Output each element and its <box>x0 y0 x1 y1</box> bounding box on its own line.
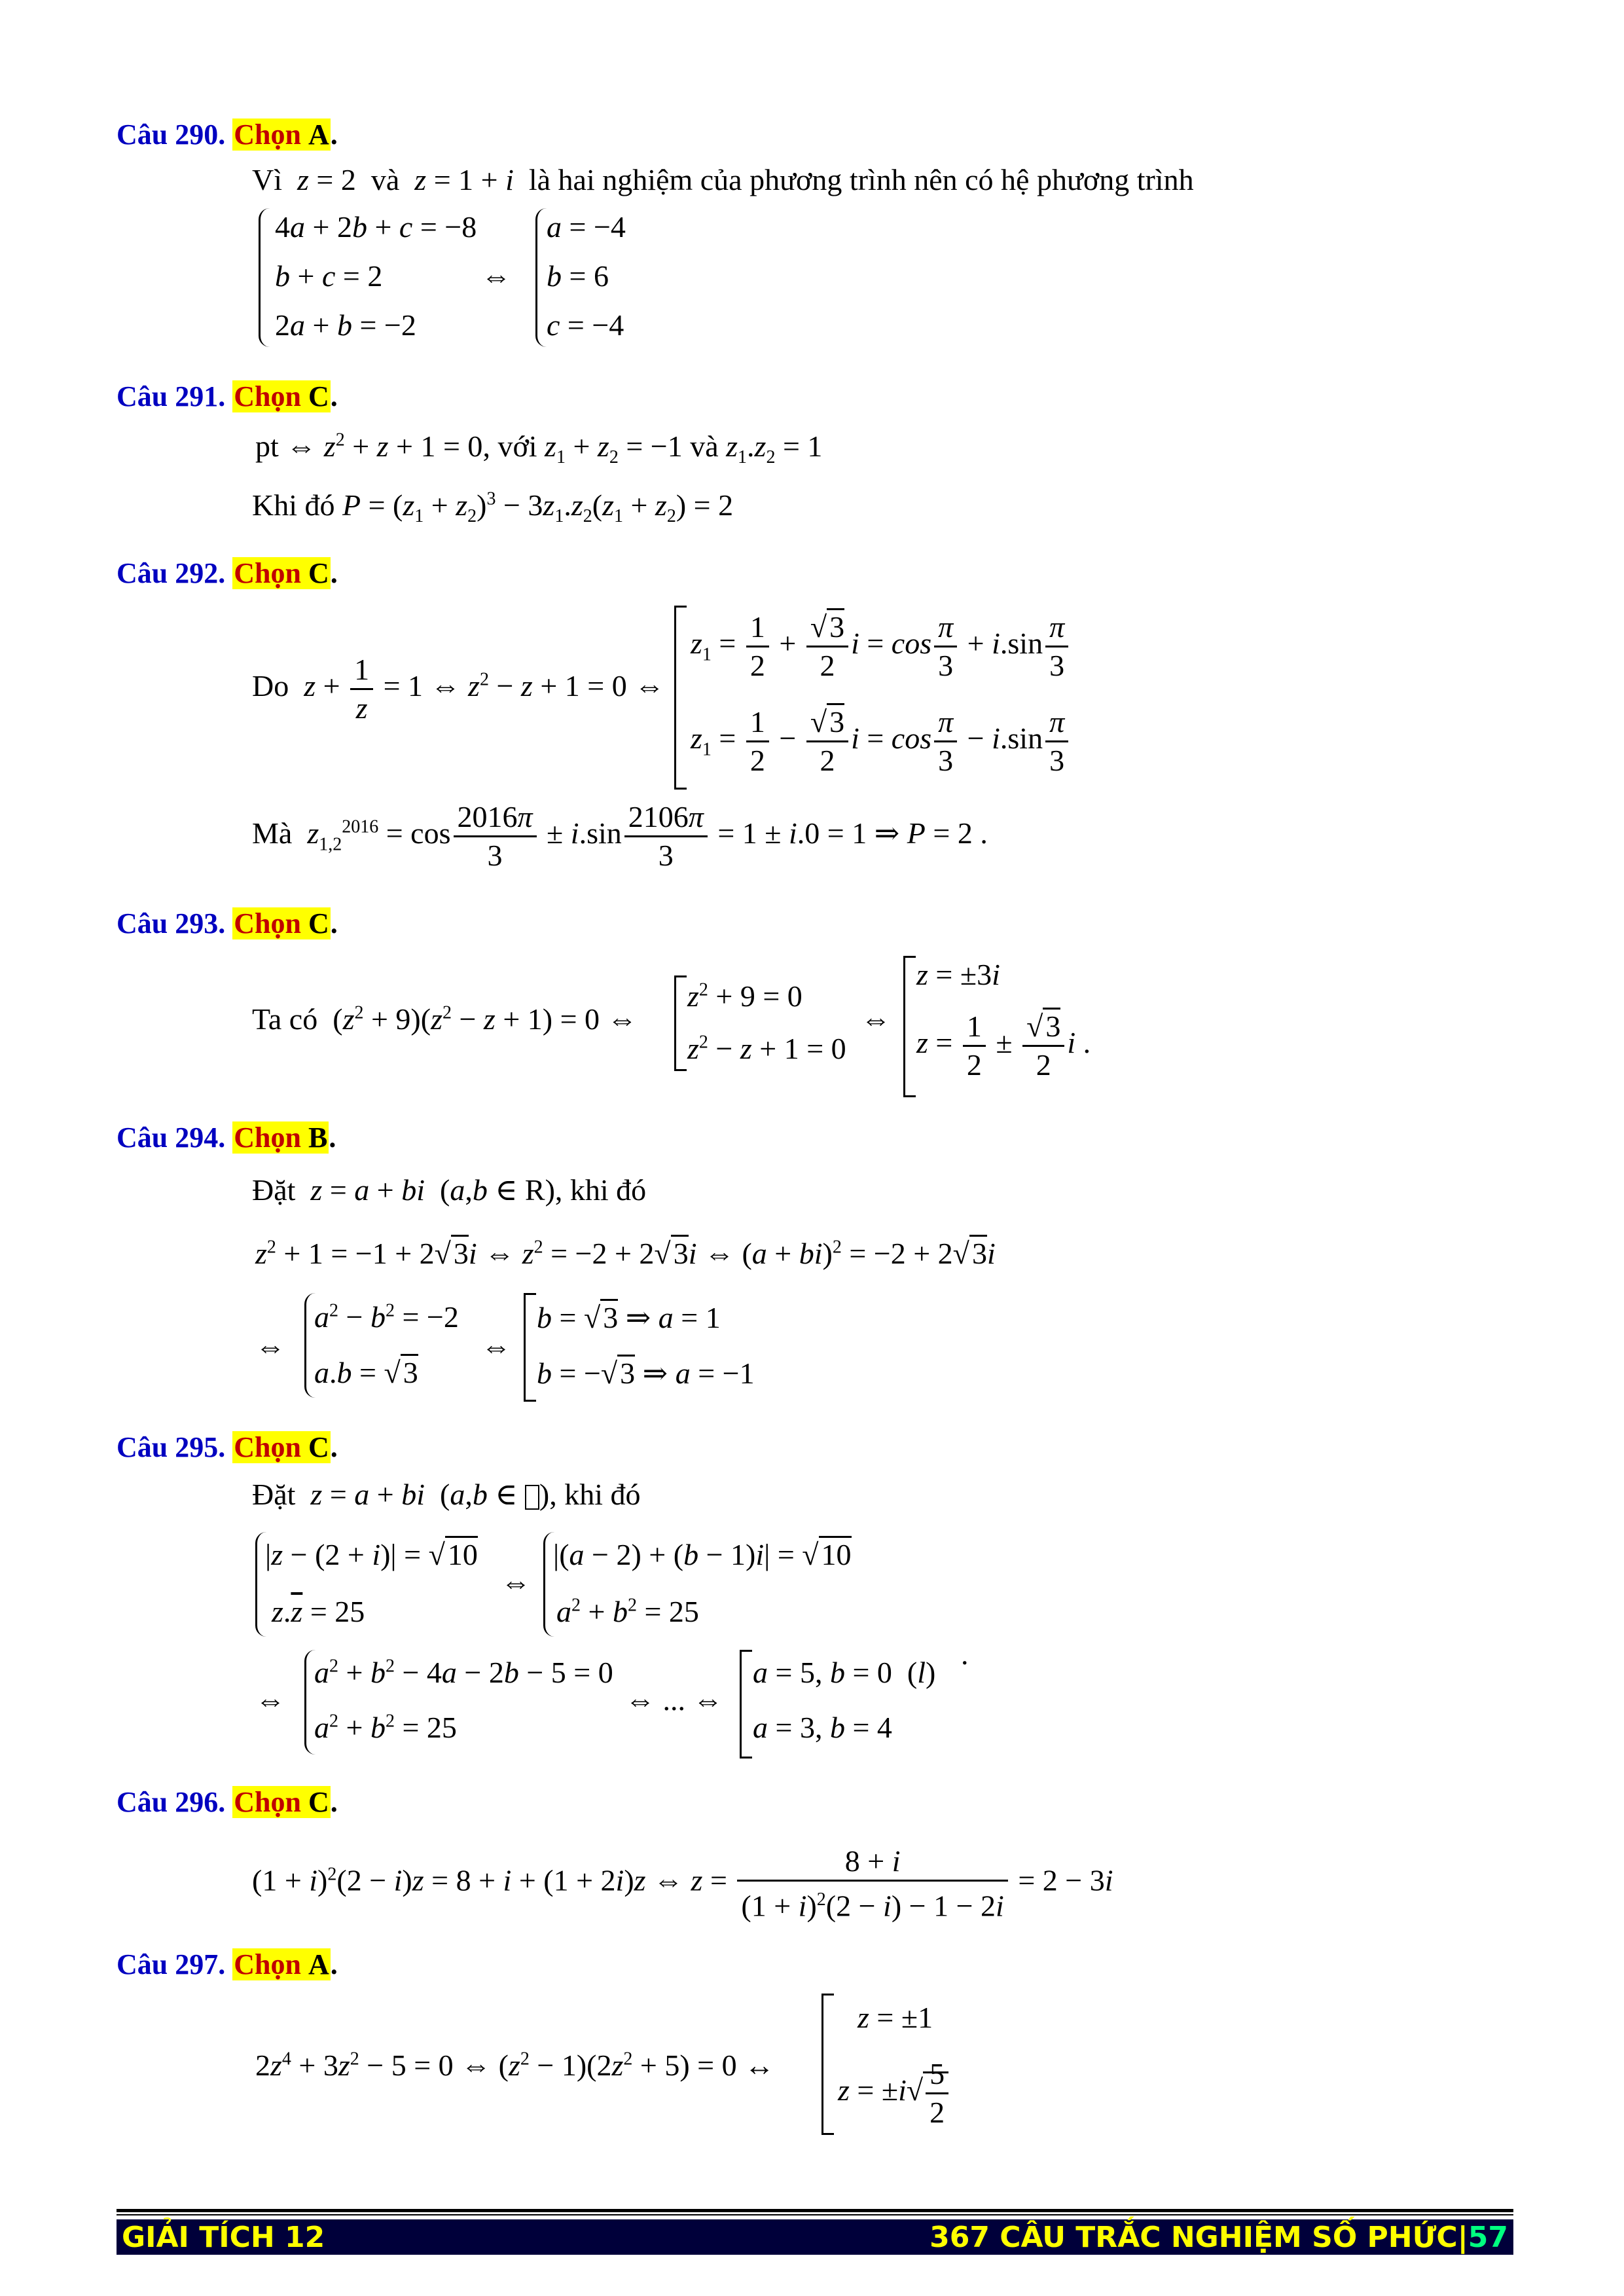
answer-highlight <box>232 1948 331 1980</box>
choice-letter: C <box>308 907 329 939</box>
footer-title <box>929 2221 1508 2254</box>
question-label: Câu 292. <box>117 557 226 589</box>
equiv-sign: ⇔ <box>481 1330 511 1363</box>
left-brace <box>259 208 270 347</box>
choice-word: Chọn <box>234 1431 301 1463</box>
period: . <box>961 1637 969 1671</box>
text-voi: , với <box>482 429 537 463</box>
choice-word: Chọn <box>234 1948 301 1980</box>
question-295-header: Câu 295. Chọn C. <box>117 1431 338 1463</box>
question-label: Câu 295. <box>117 1431 226 1463</box>
eq-line: 2a + b = −2 <box>275 308 416 342</box>
question-297-header: Câu 297. Chọn A. <box>117 1948 338 1980</box>
q293-taco: Ta có $(z^2 + 9)(z^2 - z + 1) = 0$ ⇔ <box>252 1002 638 1036</box>
footer-rule <box>117 2214 1513 2215</box>
text-va: và <box>370 163 400 196</box>
eq-line: $z.\overline{z} = 25$ <box>272 1595 365 1628</box>
choice-word: Chọn <box>234 557 301 589</box>
question-label: Câu 297. <box>117 1948 226 1980</box>
text-khido: , khi đó <box>554 1173 647 1207</box>
choice-letter: A <box>308 1948 329 1980</box>
question-293-header: Câu 293. Chọn C. <box>117 907 338 939</box>
footer-subject: GIẢI TÍCH 12 <box>122 2221 325 2254</box>
choice-word: Chọn <box>234 1121 301 1154</box>
q292-ma: Mà $z_{1,2}^{2016} = \cos$ $\frac{2016\pi}{3}$ ± i.sin $\frac{2106\pi}{3}$ = 1 ± i.0 = 1 ⇒ P = 2 . <box>252 800 988 872</box>
eq-line: b = 6 <box>547 259 609 293</box>
root-z1: $z_1$ = $\frac{1}{2}$ + $\frac{√3}{2}$ i = cos $\frac{\pi}{3}$ + i.sin $\frac{\pi}{3}$ <box>691 609 1071 684</box>
choice-letter: C <box>308 1431 329 1463</box>
q291-line1: pt ⇔ $z^2 + z + 1 = 0$, với $z_1 + z_2 = -1$ và $z_1.z_2 = 1$ <box>255 429 823 468</box>
text-dat: Đặt <box>252 1173 296 1207</box>
footer-separator: | <box>1457 2221 1468 2254</box>
answer-highlight <box>232 118 331 151</box>
eq-line: |(a − 2) + (b − 1)i| = √10 <box>553 1537 852 1572</box>
eq-line: $z^2 - z + 1 = 0$ <box>687 1032 846 1065</box>
left-bracket <box>524 1293 536 1402</box>
answer-highlight <box>232 1121 329 1154</box>
equiv-sign: ⇔ <box>481 259 511 293</box>
choice-word: Chọn <box>234 380 301 412</box>
eq-line: z = ±i√ $\frac{5}{2}$ <box>838 2056 948 2131</box>
eq-line: a = 5, b = 0 (l) <box>753 1656 936 1689</box>
question-290-header: Câu 290. Chọn A. <box>117 118 338 151</box>
question-label: Câu 296. <box>117 1786 226 1818</box>
choice-letter: A <box>308 118 329 151</box>
eq-line: a = −4 <box>547 210 626 244</box>
footer-book-title: 367 CÂU TRẮC NGHIỆM SỐ PHỨC <box>929 2221 1458 2254</box>
choice-word: Chọn <box>234 1786 301 1818</box>
equiv-sign: ⇔ <box>861 1002 891 1036</box>
left-brace <box>535 208 547 347</box>
text-dat: Đặt <box>252 1478 296 1511</box>
eq-line: c = −4 <box>547 308 624 342</box>
eq-line: z = ±3i <box>916 958 1000 991</box>
equiv-sign: ⇔ <box>501 1565 531 1599</box>
eq-line: $a^2 + b^2 - 4a - 2b - 5 = 0$ <box>314 1656 613 1689</box>
q297-eq: $2z^4 + 3z^2 - 5 = 0$ ⇔ $(z^2 - 1)(2z^2 + 5) = 0$ ↔ <box>255 2049 775 2082</box>
q294-line2: $z^2 + 1 = -1 + 2√3i$ ⇔ $z^2 = -2 + 2√3i$ ⇔ (a + bi)$^2$ = −2 + 2√3i <box>255 1236 996 1271</box>
left-bracket <box>821 1994 834 2135</box>
eq-line: a = 3, b = 4 <box>753 1711 892 1744</box>
choice-word: Chọn <box>234 907 301 939</box>
choice-letter: B <box>308 1121 328 1154</box>
eq-line: 4a + 2b + c = −8 <box>275 210 477 244</box>
eq-line: z = $\frac{1}{2}$ ± $\frac{√3}{2}$ i . <box>916 1008 1091 1084</box>
q294-dat: Đặt z = a + bi (a,b ∈ R), khi đó <box>252 1173 647 1207</box>
equiv-sign: ⇔ <box>255 1683 285 1717</box>
choice-word: Chọn <box>234 118 301 151</box>
page-number: 57 <box>1468 2221 1508 2254</box>
q296-eq: $(1 + i)^2(2 - i)z = 8 + i + (1 + 2i)z$ ⇔ z = $\frac{8 + i}{(1 + i)^2(2 - i) - 1 - 2i}$ = 2 − 3i <box>252 1844 1113 1923</box>
text-ma: Mà <box>252 816 293 850</box>
question-296-header: Câu 296. Chọn C. <box>117 1786 338 1818</box>
answer-highlight <box>232 1786 331 1818</box>
eq-line: $a^2 - b^2 = -2$ <box>314 1300 459 1334</box>
eq-line: |z − (2 + i)| = √10 <box>265 1537 478 1572</box>
page-footer <box>117 2219 1513 2255</box>
text-pt: pt <box>255 429 279 463</box>
left-bracket <box>740 1650 752 1758</box>
footer-rule <box>117 2209 1513 2212</box>
question-294-header: Câu 294. Chọn B. <box>117 1121 336 1154</box>
eq-line: $a^2 + b^2 = 25$ <box>314 1711 457 1744</box>
answer-highlight <box>232 1431 331 1463</box>
eq-line: b + c = 2 <box>275 259 383 293</box>
q292-do: Do z + $\frac{1}{z}$ = 1 ⇔ $z^2 - z + 1 = 0$ ⇔ <box>252 653 665 725</box>
question-292-header: Câu 292. Chọn C. <box>117 557 338 589</box>
eq-line: b = −√3 ⇒ a = −1 <box>537 1355 755 1391</box>
question-label: Câu 290. <box>117 118 226 151</box>
text-va: và <box>690 429 719 463</box>
answer-highlight <box>232 557 331 589</box>
answer-highlight <box>232 380 331 412</box>
eq-line: a.b = √3 <box>314 1355 418 1390</box>
q290-intro: Vì z = 2 và z = 1 + i là hai nghiệm của phương trình nên có hệ phương trình <box>252 163 1194 196</box>
question-label: Câu 293. <box>117 907 226 939</box>
text-taco: Ta có <box>252 1002 318 1036</box>
choice-letter: C <box>308 1786 329 1818</box>
left-bracket <box>903 956 916 1097</box>
equiv-chain: ⇔ ... ⇔ <box>625 1683 723 1717</box>
text-khido: , khi đó <box>549 1478 641 1511</box>
root-z2: $z_1$ = $\frac{1}{2}$ − $\frac{√3}{2}$ i = cos $\frac{\pi}{3}$ − i.sin $\frac{\pi}{3}$ <box>691 704 1071 779</box>
left-bracket <box>674 606 687 790</box>
eq-line: z = ±1 <box>857 2001 933 2034</box>
text-khido: Khi đó <box>252 488 335 522</box>
eq-line: $z^2 + 9 = 0$ <box>687 979 803 1013</box>
choice-letter: C <box>308 557 329 589</box>
question-label: Câu 294. <box>117 1121 226 1154</box>
text-vi: Vì <box>252 163 282 196</box>
question-label: Câu 291. <box>117 380 226 412</box>
choice-letter: C <box>308 380 329 412</box>
text-do: Do <box>252 669 289 703</box>
q295-dat: Đặt z = a + bi (a,b ∈ ), khi đó <box>252 1478 641 1511</box>
eq-line: $a^2 + b^2 = 25$ <box>556 1595 699 1628</box>
question-291-header: Câu 291. Chọn C. <box>117 380 338 412</box>
left-bracket <box>674 975 687 1071</box>
text-nghiem: là hai nghiệm của phương trình nên có hệ phương trình <box>528 163 1194 196</box>
q291-line2: Khi đó $P = (z_1 + z_2)^3 - 3z_1.z_2(z_1 + z_2) = 2$ <box>252 488 734 527</box>
answer-highlight <box>232 907 331 939</box>
eq-line: b = √3 ⇒ a = 1 <box>537 1300 721 1335</box>
equiv-sign: ⇔ <box>255 1330 285 1363</box>
